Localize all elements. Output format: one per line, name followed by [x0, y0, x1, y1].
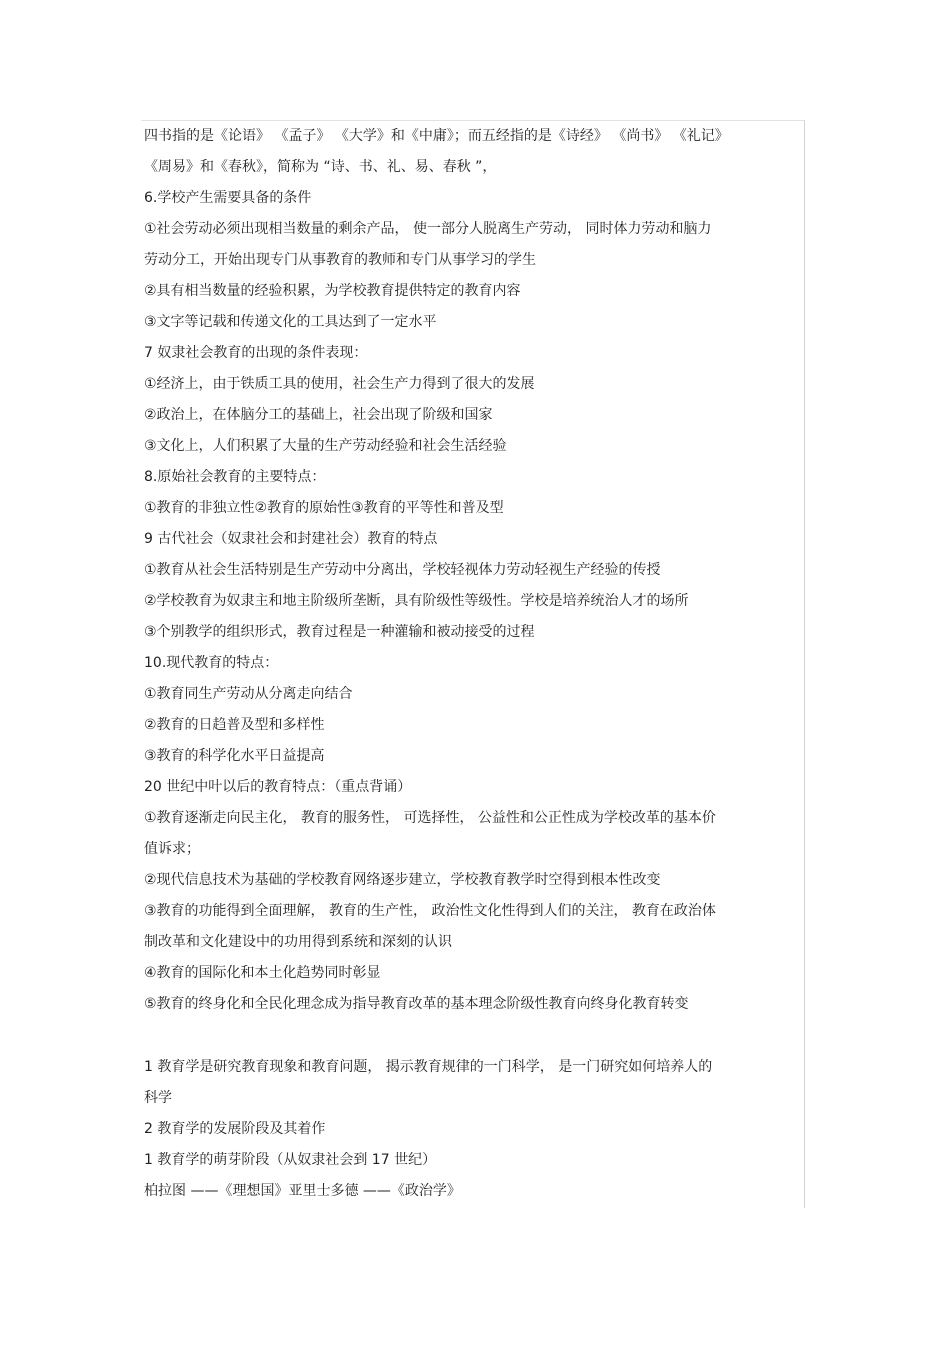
text-line: 制改革和文化建设中的功用得到系统和深刻的认识: [144, 934, 452, 950]
text-line: ②具有相当数量的经验积累，为学校教育提供特定的教育内容: [144, 283, 521, 299]
text-line: ①经济上，由于铁质工具的使用，社会生产力得到了很大的发展: [144, 376, 535, 392]
section-heading: 10.现代教育的特点：: [144, 655, 279, 671]
paragraph-gap: [144, 1020, 808, 1052]
text-line: ②学校教育为奴隶主和地主阶级所垄断，具有阶级性等级性。学校是培养统治人才的场所: [144, 593, 689, 609]
text-line: ③教育的功能得到全面理解， 教育的生产性， 政治性文化性得到人们的关注， 教育在政治体: [144, 903, 716, 919]
section-heading: 8.原始社会教育的主要特点：: [144, 469, 326, 485]
text-line: ③文化上，人们积累了大量的生产劳动经验和社会生活经验: [144, 438, 507, 454]
text-line: ②政治上，在体脑分工的基础上，社会出现了阶级和国家: [144, 407, 493, 423]
text-line: ②教育的日趋普及型和多样性: [144, 717, 325, 733]
section-heading: 2 教育学的发展阶段及其着作: [144, 1121, 326, 1137]
text-line: 劳动分工，开始出现专门从事教育的教师和专门从事学习的学生: [144, 252, 536, 268]
text-line: ③文字等记载和传递文化的工具达到了一定水平: [144, 314, 437, 330]
text-line: 柏拉图 ——《理想国》亚里士多德 ——《政治学》: [144, 1183, 461, 1199]
text-line: 《周易》和《春秋》，简称为 “诗、书、礼、易、春秋 ”，: [144, 159, 497, 175]
section-heading: 9 古代社会（奴隶社会和封建社会）教育的特点: [144, 531, 438, 547]
text-line: 四书指的是《论语》 《孟子》 《大学》和《中庸》；而五经指的是《诗经》 《尚书》 《礼记》: [144, 128, 729, 144]
text-line: 科学: [144, 1090, 172, 1106]
text-line: ①教育从社会生活特别是生产劳动中分离出，学校轻视体力劳动轻视生产经验的传授: [144, 562, 661, 578]
document-body: [144, 121, 808, 1207]
text-line: ③教育的科学化水平日益提高: [144, 748, 325, 764]
text-line: ③个别教学的组织形式，教育过程是一种灌输和被动接受的过程: [144, 624, 535, 640]
text-line: 1 教育学是研究教育现象和教育问题， 揭示教育规律的一门科学， 是一门研究如何培养人的: [144, 1059, 713, 1075]
text-line: ①教育同生产劳动从分离走向结合: [144, 686, 353, 702]
section-heading: 7 奴隶社会教育的出现的条件表现：: [144, 345, 368, 361]
text-line: ①教育逐渐走向民主化， 教育的服务性， 可选择性， 公益性和公正性成为学校改革的基本价: [144, 810, 716, 826]
section-heading: 1 教育学的萌芽阶段（从奴隶社会到 17 世纪）: [144, 1152, 437, 1168]
text-line: ④教育的国际化和本土化趋势同时彰显: [144, 965, 381, 981]
text-line: ②现代信息技术为基础的学校教育网络逐步建立，学校教育教学时空得到根本性改变: [144, 872, 661, 888]
text-line: ①社会劳动必须出现相当数量的剩余产品， 使一部分人脱离生产劳动， 同时体力劳动和脑力: [144, 221, 712, 237]
text-line: 值诉求；: [144, 841, 200, 857]
section-heading: 20 世纪中叶以后的教育特点：（重点背诵）: [144, 779, 412, 795]
text-line: ⑤教育的终身化和全民化理念成为指导教育改革的基本理念阶级性教育向终身化教育转变: [144, 996, 689, 1012]
section-heading: 6.学校产生需要具备的条件: [144, 190, 312, 206]
text-line: ①教育的非独立性②教育的原始性③教育的平等性和普及型: [144, 500, 504, 516]
